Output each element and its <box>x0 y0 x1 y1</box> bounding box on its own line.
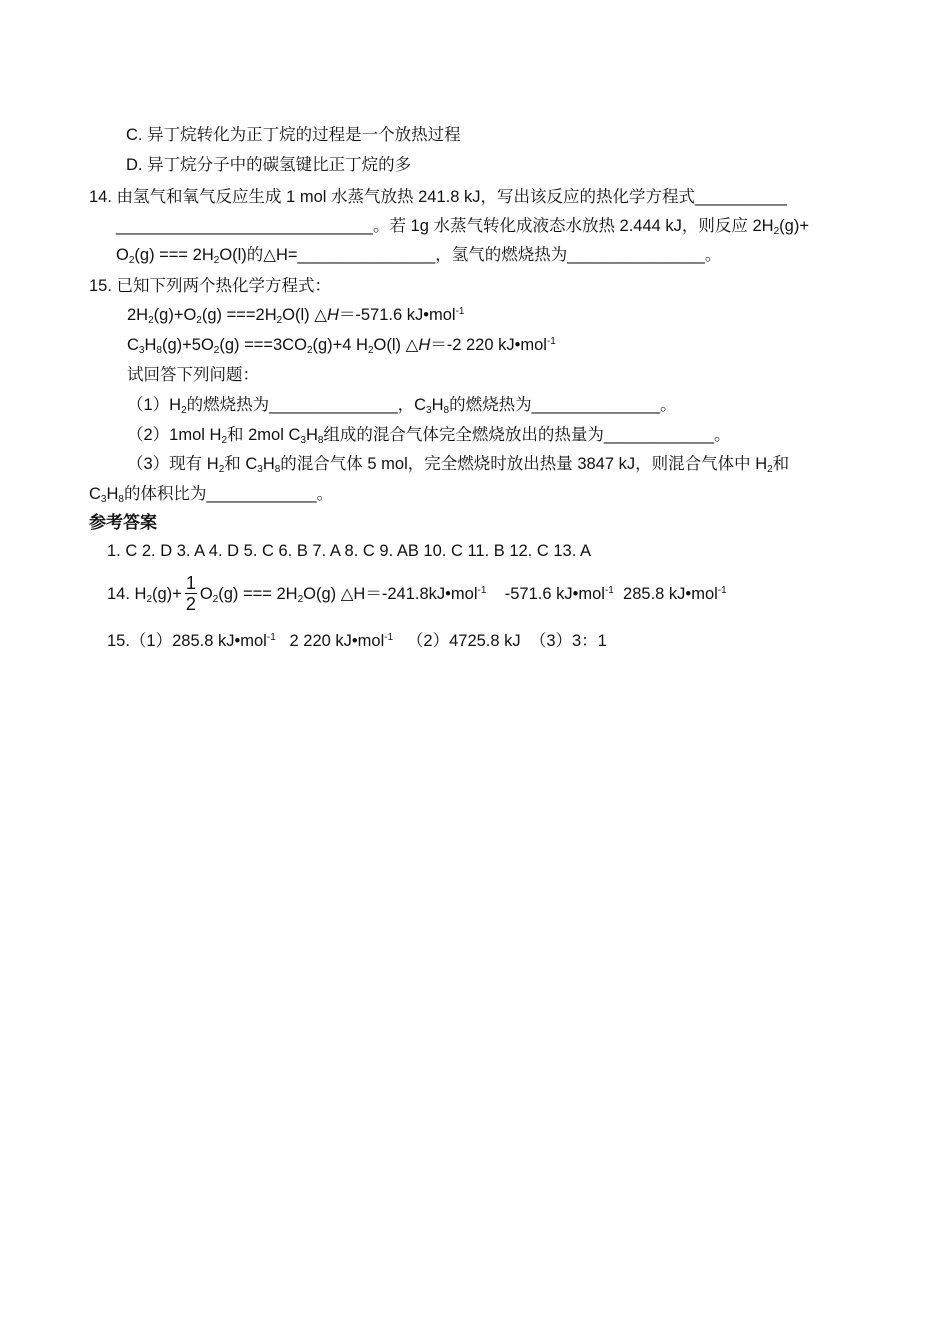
text: 2H <box>127 306 149 324</box>
text: 组成的混合气体完全燃烧放出的热量为____________。 <box>323 426 731 444</box>
text: （3）现有 H <box>127 455 219 473</box>
subscript: 2 <box>213 345 220 356</box>
subscript: 3 <box>300 435 306 446</box>
superscript: -1 <box>717 584 727 596</box>
q15-prompt <box>127 364 259 386</box>
text: (g) === 2H <box>218 584 298 603</box>
subscript: 2 <box>196 315 202 326</box>
subscript: 2 <box>767 464 773 475</box>
subscript: 2 <box>212 593 219 605</box>
subscript: 2 <box>276 315 283 326</box>
subscript: 2 <box>221 435 228 446</box>
text: 和 2mol C <box>227 426 301 444</box>
text: H <box>144 336 157 354</box>
text: （2）4725.8 kJ （3）3：1 <box>393 632 607 650</box>
subscript: 2 <box>773 226 780 237</box>
text: (g) === 2H <box>134 246 214 264</box>
text: 和 C <box>224 455 258 473</box>
text: O(l)的△H=_______________，氢气的燃烧热为_______________。 <box>219 246 722 264</box>
answers-multiple-choice <box>107 540 591 562</box>
text: 的体积比为____________。 <box>123 485 334 503</box>
text: 14. H <box>107 584 147 603</box>
fraction-one-half <box>185 573 197 614</box>
q14-line-2 <box>116 215 809 237</box>
q15-title <box>89 275 331 297</box>
text: 285.8 kJ•mol <box>613 584 718 603</box>
q15-sub-2 <box>127 424 731 446</box>
subscript: 8 <box>274 464 281 475</box>
subscript: 8 <box>156 345 162 356</box>
subscript: 3 <box>100 494 107 505</box>
q14-line-2-end: (g)+ <box>779 217 809 235</box>
text: (g)+4 H <box>312 336 368 354</box>
text: 15.（1）285.8 kJ•mol <box>107 632 267 650</box>
q13-option-c-text: C. 异丁烷转化为正丁烷的过程是一个放热过程 <box>126 126 461 144</box>
text: ＝-2 220 kJ•mol <box>430 336 547 354</box>
answers-mc-text: 1. C 2. D 3. A 4. D 5. C 6. B 7. A 8. C 9. AB 10. C 11. B 12. C 13. A <box>107 542 591 560</box>
text: 2 220 kJ•mol <box>275 632 385 650</box>
text: 的混合气体 5 mol，完全燃烧时放出热量 3847 kJ，则混合气体中 H <box>280 455 768 473</box>
text: C <box>127 336 139 354</box>
subscript: 2 <box>181 405 187 416</box>
answer-14 <box>107 574 727 615</box>
subscript: 2 <box>128 255 135 266</box>
text: H <box>431 396 444 414</box>
enthalpy-symbol: H <box>326 306 339 324</box>
text: (g)+5O <box>161 336 214 354</box>
enthalpy-symbol: H <box>418 336 431 354</box>
superscript: -1 <box>384 632 394 643</box>
q14-line-2-text: ____________________________。若 1g 水蒸气转化成液态水放热 2.444 kJ，则反应 2H <box>116 217 774 235</box>
subscript: 8 <box>443 405 450 416</box>
text: 的燃烧热为______________。 <box>449 396 677 414</box>
q15-prompt-text: 试回答下列问题： <box>127 366 259 384</box>
text: ＝-571.6 kJ•mol <box>338 306 456 324</box>
q13-option-d-text: D. 异丁烷分子中的碳氢键比正丁烷的多 <box>126 156 412 174</box>
q15-equation-1 <box>127 304 465 326</box>
q15-equation-2 <box>127 334 556 356</box>
q15-sub-3-cont <box>89 483 333 505</box>
superscript: -1 <box>604 584 614 596</box>
superscript: -1 <box>266 632 276 643</box>
subscript: 2 <box>213 255 220 266</box>
subscript: 2 <box>367 345 374 356</box>
fraction-numerator: 1 <box>185 573 196 593</box>
text: C <box>89 485 101 503</box>
subscript: 3 <box>257 464 263 475</box>
q14-line-3 <box>116 244 721 266</box>
text: O(g) △H＝-241.8kJ•mol <box>303 584 478 603</box>
subscript: 2 <box>306 345 313 356</box>
text: （2）1mol H <box>127 426 222 444</box>
text: (g) ===2H <box>201 306 277 324</box>
q14-line-1 <box>89 186 787 208</box>
subscript: 2 <box>297 593 304 605</box>
q15-sub-3 <box>127 453 789 475</box>
subscript: 2 <box>146 593 152 605</box>
text: (g)+ <box>152 584 182 603</box>
text: (g) ===3CO <box>219 336 307 354</box>
superscript: -1 <box>477 584 487 596</box>
subscript: 8 <box>317 435 324 446</box>
subscript: 2 <box>218 464 225 475</box>
subscript: 3 <box>138 345 145 356</box>
text: 和 <box>772 455 790 473</box>
text: O(l) △ <box>373 336 419 354</box>
text: 的燃烧热为______________，C <box>186 396 427 414</box>
text: O(l) △ <box>282 306 327 324</box>
text: O <box>116 246 129 264</box>
text: （1）H <box>127 396 182 414</box>
answer-15 <box>107 630 607 652</box>
answers-heading-text: 参考答案 <box>89 513 157 532</box>
subscript: 2 <box>148 315 154 326</box>
superscript: -1 <box>546 336 556 347</box>
subscript: 3 <box>426 405 432 416</box>
q13-option-c <box>126 124 461 146</box>
text: (g)+O <box>153 306 197 324</box>
q13-option-d <box>126 154 411 176</box>
text: H <box>262 455 275 473</box>
q15-title-text: 15. 已知下列两个热化学方程式： <box>89 277 332 295</box>
fraction-denominator: 2 <box>185 594 196 614</box>
q15-sub-1 <box>127 394 677 416</box>
subscript: 8 <box>118 494 124 505</box>
text: H <box>305 426 318 444</box>
q14-line-1-text: 14. 由氢气和氧气反应生成 1 mol 水蒸气放热 241.8 kJ，写出该反应的热化学方程式__________ <box>89 188 787 206</box>
superscript: -1 <box>455 306 465 317</box>
answers-heading <box>89 512 157 534</box>
text: O <box>199 584 213 603</box>
text: H <box>106 485 119 503</box>
text: -571.6 kJ•mol <box>486 584 605 603</box>
